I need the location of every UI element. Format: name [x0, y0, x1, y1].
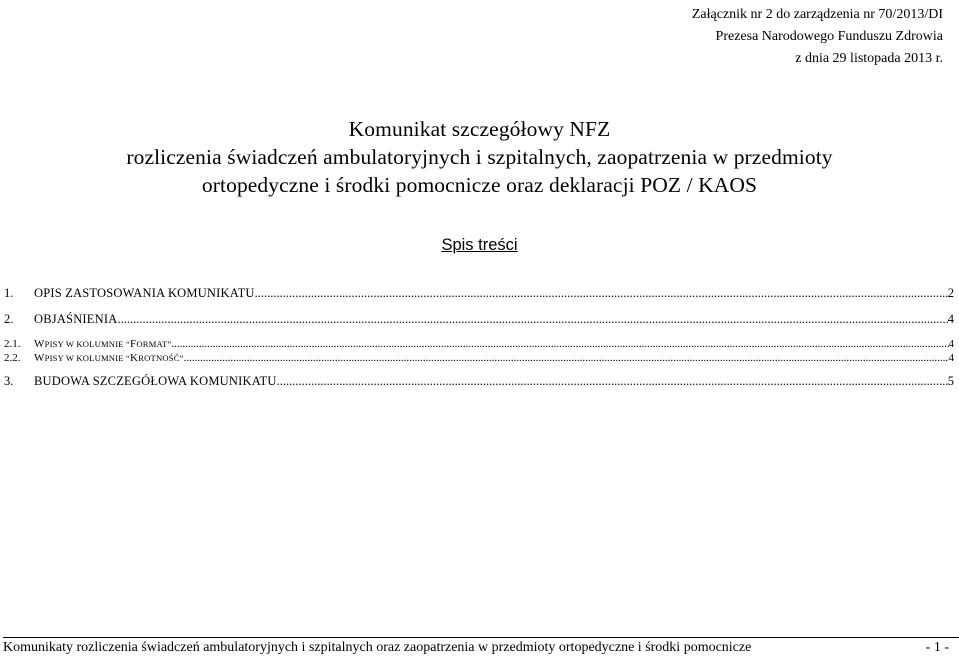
- toc-entry-title: OBJAŚNIENIA: [34, 312, 118, 326]
- footer-page-number: - 1 -: [925, 640, 949, 655]
- toc-entry-title: OPIS ZASTOSOWANIA KOMUNIKATU: [34, 286, 255, 300]
- toc-leader-dots: [255, 286, 948, 301]
- toc-entry-number: 3.: [4, 374, 14, 388]
- toc-entry-2[interactable]: [4, 312, 954, 327]
- footer-divider: [3, 637, 959, 638]
- toc-entry-number: 2.1.: [4, 338, 21, 350]
- toc-entry-2-1[interactable]: [4, 338, 954, 350]
- toc-entry-page: 4: [948, 352, 954, 364]
- toc-entry-page: 2: [947, 286, 954, 300]
- toc-leader-dots: [171, 338, 948, 350]
- toc-leader-dots: [184, 352, 949, 364]
- toc-entry-page: 5: [947, 374, 954, 388]
- toc-leader-dots: [277, 374, 948, 389]
- footer-document-title: Komunikaty rozliczenia świadczeń ambulatoryjnych i szpitalnych oraz zaopatrzenia w przedmioty ortopedyczne i środki pomocnicze: [3, 640, 752, 655]
- document-title-line-3: ortopedyczne i środki pomocnicze oraz deklaracji POZ / KAOS: [201, 173, 758, 197]
- attachment-header: [692, 4, 943, 70]
- toc-entry-2-2[interactable]: [4, 352, 954, 364]
- toc-leader-dots: [117, 312, 947, 327]
- toc-entry-1[interactable]: [4, 286, 954, 301]
- toc-entry-3[interactable]: [4, 374, 954, 389]
- document-title: [0, 115, 959, 199]
- toc-entry-title: WPISY W KOLUMNIE “KROTNOŚĆ”: [34, 352, 184, 364]
- toc-entry-page: 4: [947, 312, 954, 326]
- attachment-header-line-2: Prezesa Narodowego Funduszu Zdrowia: [715, 29, 943, 44]
- toc-entry-number: 2.2.: [4, 352, 21, 364]
- document-title-line-2: rozliczenia świadczeń ambulatoryjnych i szpitalnych, zaopatrzenia w przedmioty: [126, 145, 833, 169]
- toc-entry-title: BUDOWA SZCZEGÓŁOWA KOMUNIKATU: [34, 374, 277, 388]
- toc-entry-number: 1.: [4, 286, 14, 300]
- attachment-header-line-3: z dnia 29 listopada 2013 r.: [795, 51, 943, 66]
- toc-heading[interactable]: Spis treści: [441, 236, 518, 254]
- attachment-header-line-1: Załącznik nr 2 do zarządzenia nr 70/2013/DI: [691, 7, 943, 22]
- toc-entry-number: 2.: [4, 312, 14, 326]
- toc-entry-page: 4: [948, 338, 954, 350]
- document-title-line-1: Komunikat szczegółowy NFZ: [348, 117, 611, 141]
- page-footer: [3, 640, 949, 656]
- toc-entry-title: WPISY W KOLUMNIE “FORMAT”: [34, 338, 172, 350]
